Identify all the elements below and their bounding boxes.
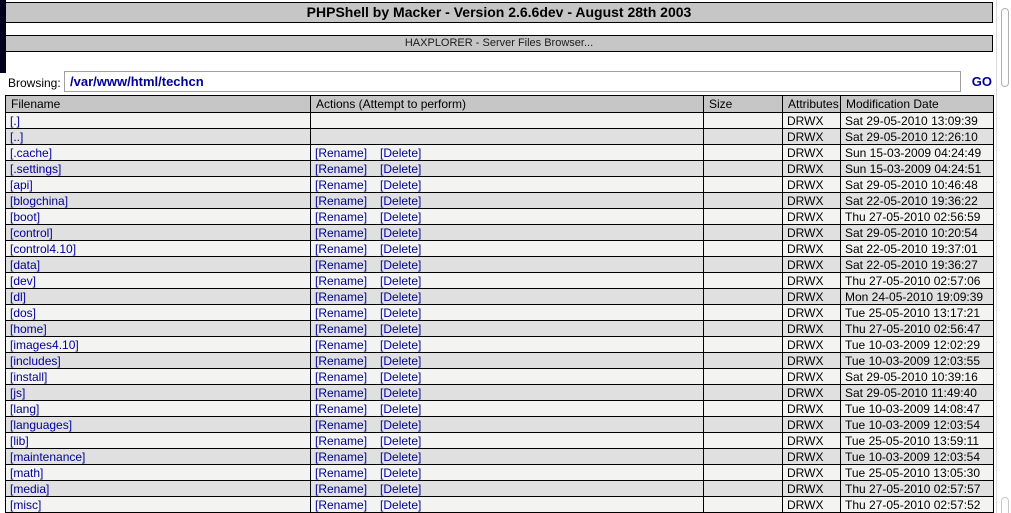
rename-link[interactable]: [Rename]: [315, 177, 368, 192]
modification-date-cell: Sat 29-05-2010 12:26:10: [841, 129, 994, 145]
filename-cell: [6, 145, 311, 161]
attributes-cell: DRWX: [783, 177, 841, 193]
attributes-cell: DRWX: [783, 401, 841, 417]
filename-link[interactable]: [blogchina]: [10, 193, 69, 208]
delete-link[interactable]: [Delete]: [380, 433, 422, 448]
table-header-row: [6, 96, 994, 113]
filename-link[interactable]: [dl]: [10, 289, 27, 304]
actions-links: [315, 162, 421, 176]
actions-cell: [311, 225, 704, 241]
actions-cell: [311, 417, 704, 433]
rename-link[interactable]: [Rename]: [315, 241, 368, 256]
filename-link[interactable]: [dev]: [10, 273, 37, 288]
delete-link[interactable]: [Delete]: [380, 401, 422, 416]
size-cell: [704, 369, 783, 385]
rename-link[interactable]: [Rename]: [315, 369, 368, 384]
modification-date-cell: Tue 25-05-2010 13:17:21: [841, 305, 994, 321]
rename-link[interactable]: [Rename]: [315, 433, 368, 448]
actions-cell: [311, 289, 704, 305]
size-cell: [704, 465, 783, 481]
rename-link[interactable]: [Rename]: [315, 353, 368, 368]
size-cell: [704, 449, 783, 465]
filename-cell: [6, 417, 311, 433]
filename-cell: [6, 369, 311, 385]
delete-link[interactable]: [Delete]: [380, 225, 422, 240]
table-row: [6, 273, 994, 289]
delete-link[interactable]: [Delete]: [380, 289, 422, 304]
actions-cell: [311, 241, 704, 257]
modification-date-cell: Sat 22-05-2010 19:36:27: [841, 257, 994, 273]
rename-link[interactable]: [Rename]: [315, 497, 368, 512]
filename-cell: [6, 465, 311, 481]
rename-link[interactable]: [Rename]: [315, 225, 368, 240]
modification-date-cell: Sun 15-03-2009 04:24:49: [841, 145, 994, 161]
actions-cell: [311, 481, 704, 497]
attributes-cell: DRWX: [783, 113, 841, 129]
actions-links: [315, 466, 421, 480]
file-table-body: [6, 113, 994, 513]
attributes-cell: DRWX: [783, 129, 841, 145]
filename-link[interactable]: [media]: [10, 481, 50, 496]
go-button[interactable]: GO: [971, 74, 992, 89]
attributes-cell: DRWX: [783, 481, 841, 497]
size-cell: [704, 161, 783, 177]
filename-cell: [6, 241, 311, 257]
modification-date-cell: Tue 10-03-2009 12:03:54: [841, 449, 994, 465]
size-cell: [704, 241, 783, 257]
attributes-cell: DRWX: [783, 465, 841, 481]
filename-cell: [6, 225, 311, 241]
delete-link[interactable]: [Delete]: [380, 273, 422, 288]
modification-date-cell: Sat 22-05-2010 19:36:22: [841, 193, 994, 209]
attributes-cell: DRWX: [783, 417, 841, 433]
size-cell: [704, 353, 783, 369]
col-header-actions: Actions (Attempt to perform): [311, 96, 704, 113]
actions-cell: [311, 161, 704, 177]
actions-cell: [311, 273, 704, 289]
table-row: [6, 385, 994, 401]
delete-link[interactable]: [Delete]: [380, 241, 422, 256]
filename-cell: [6, 321, 311, 337]
modification-date-cell: Sat 29-05-2010 11:49:40: [841, 385, 994, 401]
filename-link[interactable]: [.]: [10, 113, 21, 128]
delete-link[interactable]: [Delete]: [380, 193, 422, 208]
filename-cell: [6, 161, 311, 177]
delete-link[interactable]: [Delete]: [380, 337, 422, 352]
actions-links: [315, 434, 421, 448]
delete-link[interactable]: [Delete]: [380, 305, 422, 320]
delete-link[interactable]: [Delete]: [380, 353, 422, 368]
modification-date-cell: Sat 29-05-2010 10:39:16: [841, 369, 994, 385]
filename-cell: [6, 305, 311, 321]
actions-cell: [311, 449, 704, 465]
actions-links: [315, 338, 421, 352]
table-row: [6, 353, 994, 369]
filename-link[interactable]: [misc]: [10, 497, 42, 512]
table-row: [6, 193, 994, 209]
filename-cell: [6, 497, 311, 513]
actions-links: [315, 306, 421, 320]
attributes-cell: DRWX: [783, 385, 841, 401]
filename-cell: [6, 385, 311, 401]
rename-link[interactable]: [Rename]: [315, 417, 368, 432]
attributes-cell: DRWX: [783, 369, 841, 385]
modification-date-cell: Thu 27-05-2010 02:57:57: [841, 481, 994, 497]
filename-link[interactable]: [js]: [10, 385, 26, 400]
actions-links: [315, 402, 421, 416]
attributes-cell: DRWX: [783, 433, 841, 449]
filename-cell: [6, 433, 311, 449]
table-row: [6, 257, 994, 273]
actions-links: [315, 290, 421, 304]
table-row: [6, 465, 994, 481]
filename-link[interactable]: [languages]: [10, 417, 73, 432]
actions-links: [315, 226, 421, 240]
actions-links: [315, 258, 421, 272]
filename-cell: [6, 257, 311, 273]
size-cell: [704, 257, 783, 273]
rename-link[interactable]: [Rename]: [315, 193, 368, 208]
size-cell: [704, 305, 783, 321]
size-cell: [704, 209, 783, 225]
delete-link[interactable]: [Delete]: [380, 209, 422, 224]
filename-link[interactable]: [math]: [10, 465, 44, 480]
browse-bar: [5, 68, 993, 94]
table-row: [6, 321, 994, 337]
col-header-attributes: Attributes: [783, 96, 841, 113]
size-cell: [704, 225, 783, 241]
modification-date-cell: Sun 15-03-2009 04:24:51: [841, 161, 994, 177]
actions-links: [315, 370, 421, 384]
scrollbar-thumb[interactable]: [1001, 8, 1009, 87]
modification-date-cell: Thu 27-05-2010 02:57:52: [841, 497, 994, 513]
modification-date-cell: Sat 29-05-2010 10:20:54: [841, 225, 994, 241]
modification-date-cell: Tue 10-03-2009 12:02:29: [841, 337, 994, 353]
attributes-cell: DRWX: [783, 273, 841, 289]
actions-links: [315, 322, 421, 336]
rename-link[interactable]: [Rename]: [315, 273, 368, 288]
actions-links: [315, 418, 421, 432]
rename-link[interactable]: [Rename]: [315, 145, 368, 160]
col-header-modified: Modification Date: [841, 96, 994, 113]
rename-link[interactable]: [Rename]: [315, 401, 368, 416]
filename-link[interactable]: [api]: [10, 177, 33, 192]
table-row: [6, 113, 994, 129]
filename-link[interactable]: [..]: [10, 129, 24, 144]
actions-links: [315, 498, 421, 512]
actions-links: [315, 178, 421, 192]
filename-link[interactable]: [.settings]: [10, 161, 62, 176]
actions-cell: [311, 209, 704, 225]
filename-cell: [6, 273, 311, 289]
delete-link[interactable]: [Delete]: [380, 257, 422, 272]
attributes-cell: DRWX: [783, 257, 841, 273]
size-cell: [704, 433, 783, 449]
rename-link[interactable]: [Rename]: [315, 481, 368, 496]
modification-date-cell: Tue 10-03-2009 12:03:54: [841, 417, 994, 433]
rename-link[interactable]: [Rename]: [315, 161, 368, 176]
table-row: [6, 449, 994, 465]
size-cell: [704, 337, 783, 353]
delete-link[interactable]: [Delete]: [380, 145, 422, 160]
filename-link[interactable]: [lib]: [10, 433, 29, 448]
rename-link[interactable]: [Rename]: [315, 465, 368, 480]
table-row: [6, 369, 994, 385]
file-table: [5, 95, 994, 513]
actions-cell: [311, 385, 704, 401]
rename-link[interactable]: [Rename]: [315, 257, 368, 272]
browsing-label: Browsing:: [8, 76, 61, 90]
modification-date-cell: Mon 24-05-2010 19:09:39: [841, 289, 994, 305]
filename-link[interactable]: [data]: [10, 257, 41, 272]
attributes-cell: DRWX: [783, 305, 841, 321]
table-row: [6, 209, 994, 225]
rename-link[interactable]: [Rename]: [315, 385, 368, 400]
size-cell: [704, 193, 783, 209]
actions-links: [315, 274, 421, 288]
table-row: [6, 145, 994, 161]
filename-link[interactable]: [boot]: [10, 209, 41, 224]
modification-date-cell: Sat 29-05-2010 10:46:48: [841, 177, 994, 193]
rename-link[interactable]: [Rename]: [315, 321, 368, 336]
filename-cell: [6, 481, 311, 497]
actions-links: [315, 194, 421, 208]
actions-links: [315, 386, 421, 400]
haxplorer-subtitle: HAXPLORER - Server Files Browser...: [5, 35, 993, 52]
table-row: [6, 401, 994, 417]
attributes-cell: DRWX: [783, 321, 841, 337]
attributes-cell: DRWX: [783, 209, 841, 225]
delete-link[interactable]: [Delete]: [380, 465, 422, 480]
delete-link[interactable]: [Delete]: [380, 321, 422, 336]
filename-link[interactable]: [images4.10]: [10, 337, 79, 352]
modification-date-cell: Tue 25-05-2010 13:05:30: [841, 465, 994, 481]
col-header-size: Size: [704, 96, 783, 113]
modification-date-cell: Tue 10-03-2009 14:08:47: [841, 401, 994, 417]
filename-cell: [6, 337, 311, 353]
table-row: [6, 129, 994, 145]
table-row: [6, 305, 994, 321]
actions-cell: [311, 465, 704, 481]
delete-link[interactable]: [Delete]: [380, 417, 422, 432]
actions-links: [315, 450, 421, 464]
actions-links: [315, 482, 421, 496]
size-cell: [704, 417, 783, 433]
filename-link[interactable]: [install]: [10, 369, 48, 384]
filename-link[interactable]: [dos]: [10, 305, 37, 320]
actions-cell: [311, 129, 704, 145]
size-cell: [704, 273, 783, 289]
size-cell: [704, 113, 783, 129]
delete-link[interactable]: [Delete]: [380, 497, 422, 512]
table-row: [6, 417, 994, 433]
table-row: [6, 225, 994, 241]
modification-date-cell: Tue 10-03-2009 12:03:55: [841, 353, 994, 369]
actions-cell: [311, 257, 704, 273]
rename-link[interactable]: [Rename]: [315, 305, 368, 320]
scrollbar-track[interactable]: [994, 0, 1011, 513]
filename-cell: [6, 209, 311, 225]
actions-cell: [311, 113, 704, 129]
filename-cell: [6, 289, 311, 305]
attributes-cell: DRWX: [783, 449, 841, 465]
filename-link[interactable]: [lang]: [10, 401, 40, 416]
size-cell: [704, 481, 783, 497]
scrollbar-thumb-bottom[interactable]: [1001, 497, 1009, 513]
size-cell: [704, 177, 783, 193]
attributes-cell: DRWX: [783, 145, 841, 161]
col-header-filename: Filename: [6, 96, 311, 113]
filename-cell: [6, 177, 311, 193]
page-title: PHPShell by Macker - Version 2.6.6dev - August 28th 2003: [5, 2, 993, 23]
table-row: [6, 289, 994, 305]
actions-links: [315, 242, 421, 256]
filename-cell: [6, 401, 311, 417]
delete-link[interactable]: [Delete]: [380, 449, 422, 464]
filename-cell: [6, 113, 311, 129]
filename-cell: [6, 193, 311, 209]
modification-date-cell: Tue 25-05-2010 13:59:11: [841, 433, 994, 449]
filename-link[interactable]: [control4.10]: [10, 241, 77, 256]
table-row: [6, 161, 994, 177]
actions-cell: [311, 497, 704, 513]
attributes-cell: DRWX: [783, 241, 841, 257]
actions-links: [315, 354, 421, 368]
table-row: [6, 497, 994, 513]
actions-links: [315, 210, 421, 224]
attributes-cell: DRWX: [783, 337, 841, 353]
actions-cell: [311, 145, 704, 161]
filename-link[interactable]: [maintenance]: [10, 449, 86, 464]
actions-cell: [311, 353, 704, 369]
filename-cell: [6, 449, 311, 465]
table-row: [6, 177, 994, 193]
size-cell: [704, 321, 783, 337]
filename-link[interactable]: [.cache]: [10, 145, 53, 160]
attributes-cell: DRWX: [783, 353, 841, 369]
filename-cell: [6, 129, 311, 145]
delete-link[interactable]: [Delete]: [380, 481, 422, 496]
attributes-cell: DRWX: [783, 193, 841, 209]
table-row: [6, 337, 994, 353]
size-cell: [704, 497, 783, 513]
attributes-cell: DRWX: [783, 161, 841, 177]
filename-cell: [6, 353, 311, 369]
rename-link[interactable]: [Rename]: [315, 337, 368, 352]
attributes-cell: DRWX: [783, 225, 841, 241]
actions-cell: [311, 401, 704, 417]
actions-cell: [311, 321, 704, 337]
modification-date-cell: Sat 29-05-2010 13:09:39: [841, 113, 994, 129]
actions-cell: [311, 337, 704, 353]
modification-date-cell: Thu 27-05-2010 02:57:06: [841, 273, 994, 289]
actions-cell: [311, 177, 704, 193]
size-cell: [704, 385, 783, 401]
table-row: [6, 241, 994, 257]
actions-cell: [311, 193, 704, 209]
table-row: [6, 481, 994, 497]
size-cell: [704, 129, 783, 145]
attributes-cell: DRWX: [783, 289, 841, 305]
modification-date-cell: Thu 27-05-2010 02:56:59: [841, 209, 994, 225]
rename-link[interactable]: [Rename]: [315, 289, 368, 304]
attributes-cell: DRWX: [783, 497, 841, 513]
table-row: [6, 433, 994, 449]
delete-link[interactable]: [Delete]: [380, 177, 422, 192]
path-input[interactable]: [64, 71, 961, 92]
filename-link[interactable]: [control]: [10, 225, 53, 240]
delete-link[interactable]: [Delete]: [380, 161, 422, 176]
delete-link[interactable]: [Delete]: [380, 369, 422, 384]
size-cell: [704, 401, 783, 417]
actions-cell: [311, 369, 704, 385]
filename-link[interactable]: [home]: [10, 321, 47, 336]
rename-link[interactable]: [Rename]: [315, 209, 368, 224]
scrollbar-track-edge: [996, 0, 997, 513]
filename-link[interactable]: [includes]: [10, 353, 61, 368]
actions-links: [315, 146, 421, 160]
actions-cell: [311, 433, 704, 449]
delete-link[interactable]: [Delete]: [380, 385, 422, 400]
actions-cell: [311, 305, 704, 321]
size-cell: [704, 145, 783, 161]
size-cell: [704, 289, 783, 305]
modification-date-cell: Thu 27-05-2010 02:56:47: [841, 321, 994, 337]
rename-link[interactable]: [Rename]: [315, 449, 368, 464]
modification-date-cell: Sat 22-05-2010 19:37:01: [841, 241, 994, 257]
